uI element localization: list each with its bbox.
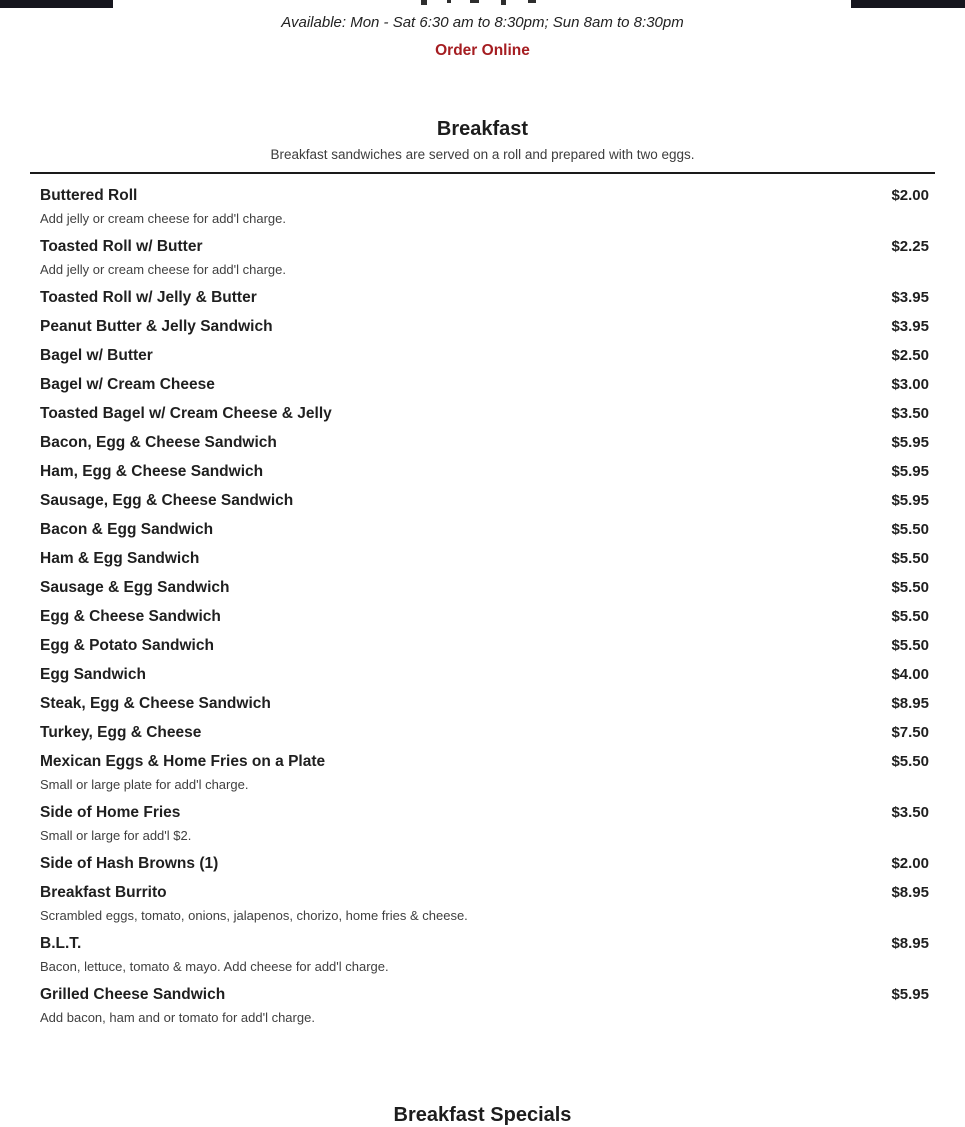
menu-item-name: Side of Hash Browns (1) [40, 855, 219, 872]
menu-item-price: $2.25 [891, 238, 929, 255]
menu-item-price: $8.95 [891, 884, 929, 901]
menu-item [40, 486, 929, 515]
menu-item-row [40, 288, 929, 307]
menu-item-row [40, 520, 929, 539]
menu-item-name: Ham, Egg & Cheese Sandwich [40, 463, 264, 480]
menu-item-name: Sausage & Egg Sandwich [40, 579, 230, 596]
menu-item-row [40, 186, 929, 205]
menu-item-name: Grilled Cheese Sandwich [40, 986, 226, 1003]
menu-item [40, 980, 929, 1031]
menu-item-name: Toasted Roll w/ Jelly & Butter [40, 289, 257, 306]
menu-item [40, 929, 929, 980]
menu-item-price: $5.95 [891, 492, 929, 509]
menu-item-list [40, 174, 929, 1031]
menu-item-name: Bagel w/ Cream Cheese [40, 376, 215, 393]
availability-text: Available: Mon - Sat 6:30 am to 8:30pm; Sun 8am to 8:30pm [281, 14, 684, 31]
menu-item-name: Breakfast Burrito [40, 884, 167, 901]
menu-item-name: Sausage, Egg & Cheese Sandwich [40, 492, 294, 509]
clipped-text-fragment [528, 0, 536, 3]
menu-item-name: Bacon, Egg & Cheese Sandwich [40, 434, 277, 451]
menu-item-name: Peanut Butter & Jelly Sandwich [40, 318, 273, 335]
menu-item [40, 849, 929, 878]
menu-item [40, 457, 929, 486]
menu-item-price: $5.50 [891, 608, 929, 625]
menu-item-row [40, 636, 929, 655]
menu-item-note: Add bacon, ham and or tomato for add'l charge. [40, 1010, 315, 1025]
menu-item [40, 747, 929, 798]
menu-item-row [40, 578, 929, 597]
menu-item-row [40, 723, 929, 742]
menu-item-note: Bacon, lettuce, tomato & mayo. Add cheese for add'l charge. [40, 959, 389, 974]
menu-item-price: $3.95 [891, 318, 929, 335]
menu-item-row [40, 462, 929, 481]
menu-item-price: $5.50 [891, 753, 929, 770]
clipped-text-fragment [421, 0, 427, 5]
menu-item-row [40, 433, 929, 452]
menu-item [40, 232, 929, 283]
menu-item-price: $5.50 [891, 550, 929, 567]
menu-item-name: Toasted Bagel w/ Cream Cheese & Jelly [40, 405, 332, 422]
menu-item-name: Toasted Roll w/ Butter [40, 238, 203, 255]
menu-item-note: Add jelly or cream cheese for add'l charge. [40, 211, 286, 226]
menu-item-price: $3.00 [891, 376, 929, 393]
order-online-link[interactable]: Order Online [435, 42, 530, 59]
menu-item-row [40, 694, 929, 713]
clipped-text-fragment [501, 0, 506, 5]
menu-item [40, 283, 929, 312]
menu-item-row [40, 346, 929, 365]
menu-item-note: Add jelly or cream cheese for add'l charge. [40, 262, 286, 277]
menu-item [40, 718, 929, 747]
menu-item [40, 399, 929, 428]
menu-item-price: $5.50 [891, 579, 929, 596]
top-nav-bar-left [0, 0, 113, 8]
menu-item [40, 312, 929, 341]
menu-item-price: $3.50 [891, 405, 929, 422]
menu-item-row [40, 317, 929, 336]
menu-item-row [40, 607, 929, 626]
next-section-title: Breakfast Specials [393, 1104, 572, 1126]
menu-item-name: B.L.T. [40, 935, 82, 952]
menu-item-price: $5.50 [891, 637, 929, 654]
menu-item-row [40, 803, 929, 822]
menu-item-price: $2.00 [891, 855, 929, 872]
menu-item-price: $5.95 [891, 434, 929, 451]
menu-item-price: $5.50 [891, 521, 929, 538]
menu-item [40, 515, 929, 544]
menu-item-name: Buttered Roll [40, 187, 138, 204]
menu-item-name: Egg Sandwich [40, 666, 146, 683]
menu-item-name: Bagel w/ Butter [40, 347, 153, 364]
menu-item-note: Small or large for add'l $2. [40, 828, 192, 843]
top-nav-bar-right [851, 0, 965, 8]
menu-item-price: $8.95 [891, 695, 929, 712]
section-title: Breakfast [436, 118, 529, 140]
menu-item [40, 370, 929, 399]
menu-item [40, 341, 929, 370]
menu-item-price: $2.50 [891, 347, 929, 364]
menu-item-row [40, 934, 929, 953]
clipped-text-fragment [470, 0, 479, 3]
menu-item-name: Mexican Eggs & Home Fries on a Plate [40, 753, 326, 770]
menu-item-price: $5.95 [891, 986, 929, 1003]
menu-item-row [40, 549, 929, 568]
menu-item [40, 631, 929, 660]
menu-item-row [40, 985, 929, 1004]
menu-item-note: Small or large plate for add'l charge. [40, 777, 249, 792]
section-subtitle: Breakfast sandwiches are served on a roll and prepared with two eggs. [270, 147, 695, 162]
menu-item-price: $7.50 [891, 724, 929, 741]
menu-item-row [40, 237, 929, 256]
menu-item-row [40, 375, 929, 394]
menu-item-name: Ham & Egg Sandwich [40, 550, 200, 567]
menu-item [40, 602, 929, 631]
menu-item [40, 428, 929, 457]
menu-item-name: Egg & Potato Sandwich [40, 637, 214, 654]
menu-item-price: $3.50 [891, 804, 929, 821]
menu-item-name: Bacon & Egg Sandwich [40, 521, 214, 538]
menu-item-price: $4.00 [891, 666, 929, 683]
menu-item-price: $8.95 [891, 935, 929, 952]
menu-item [40, 878, 929, 929]
menu-item [40, 798, 929, 849]
menu-item [40, 181, 929, 232]
menu-item [40, 544, 929, 573]
menu-item-row [40, 491, 929, 510]
menu-item-note: Scrambled eggs, tomato, onions, jalapenos, chorizo, home fries & cheese. [40, 908, 468, 923]
menu-item-name: Turkey, Egg & Cheese [40, 724, 202, 741]
menu-item [40, 689, 929, 718]
menu-item-row [40, 883, 929, 902]
menu-item-row [40, 665, 929, 684]
menu-item [40, 573, 929, 602]
clipped-text-fragment [447, 0, 451, 3]
menu-item-price: $5.95 [891, 463, 929, 480]
menu-item-price: $3.95 [891, 289, 929, 306]
menu-item-name: Steak, Egg & Cheese Sandwich [40, 695, 271, 712]
clipped-top-nav [0, 0, 965, 8]
menu-item-row [40, 854, 929, 873]
menu-item-name: Side of Home Fries [40, 804, 181, 821]
menu-item-price: $2.00 [891, 187, 929, 204]
menu-item [40, 660, 929, 689]
menu-item-row [40, 752, 929, 771]
menu-item-row [40, 404, 929, 423]
menu-item-name: Egg & Cheese Sandwich [40, 608, 221, 625]
